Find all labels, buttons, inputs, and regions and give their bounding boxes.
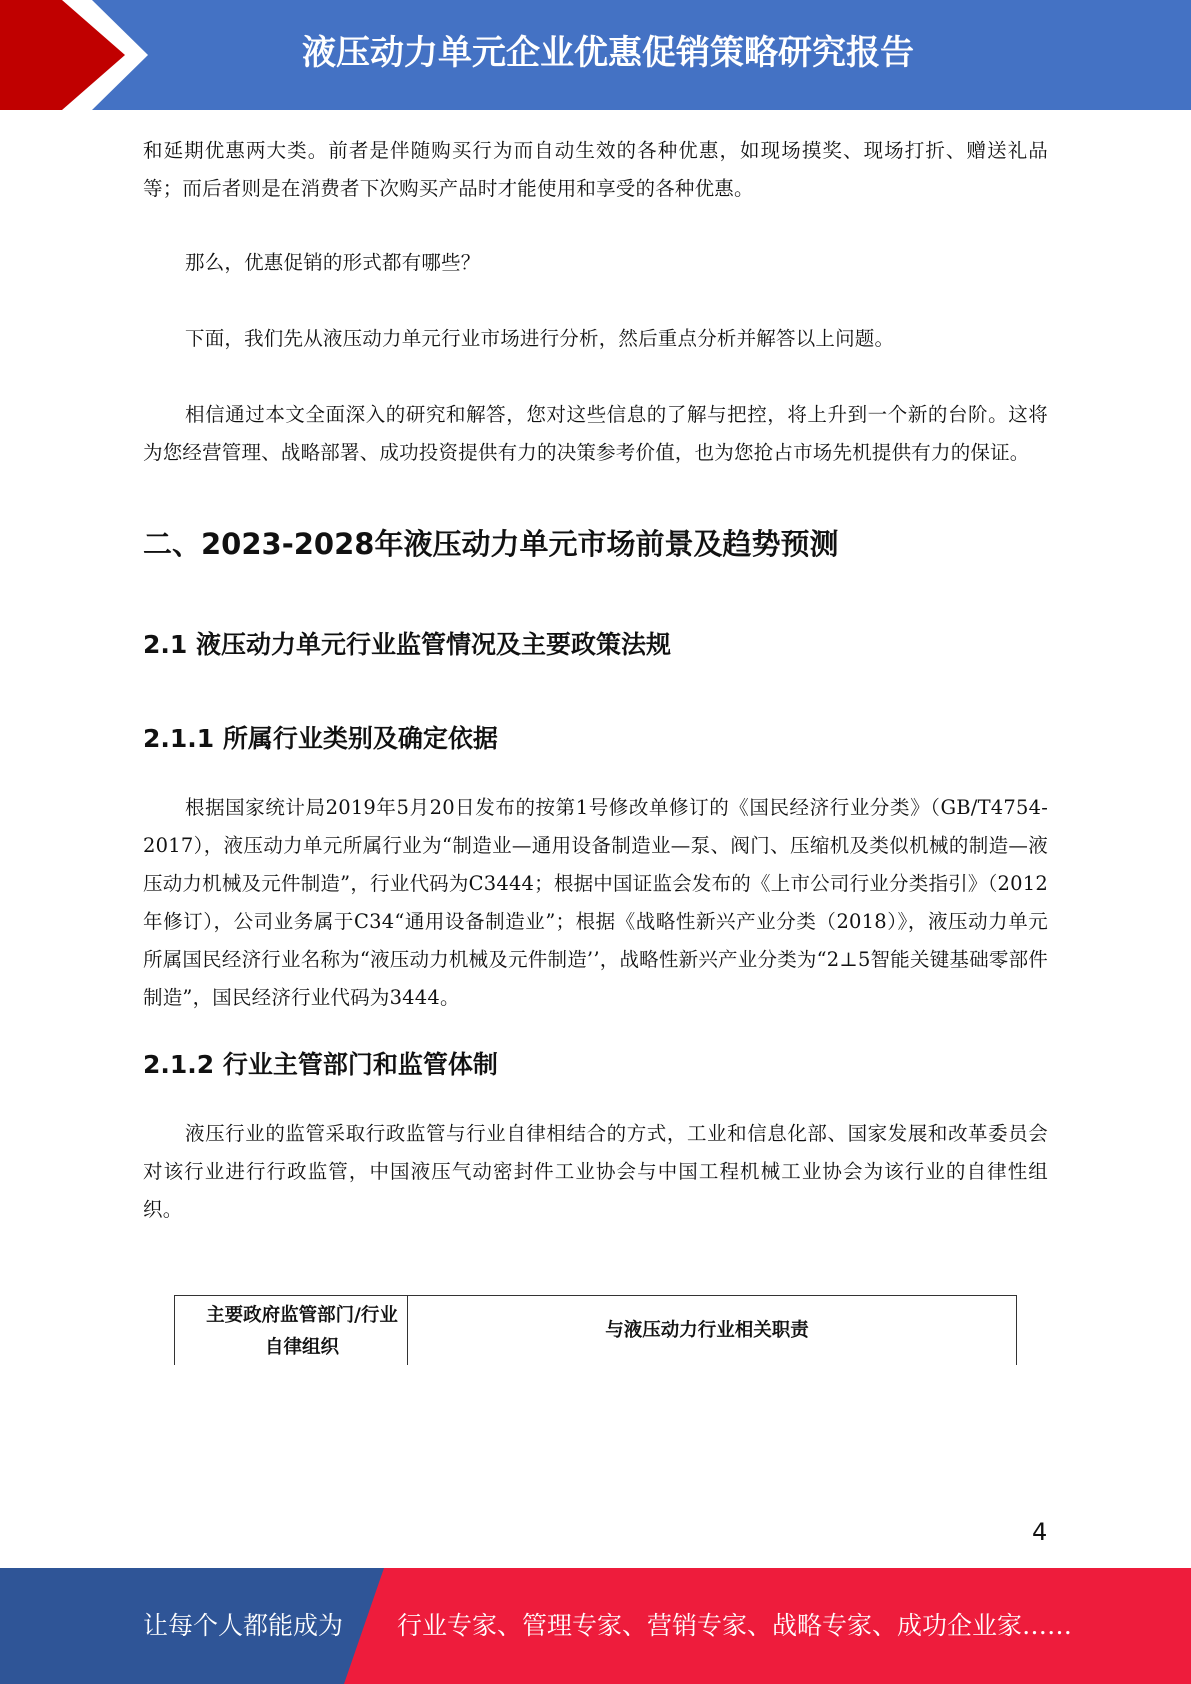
page-content xyxy=(143,132,1048,1229)
footer-slogan-left: 让每个人都能成为 xyxy=(143,1611,344,1640)
table-header-cell: 主要政府监管部门/行业自律组织 xyxy=(175,1296,408,1365)
paragraph: 下面，我们先从液压动力单元行业市场进行分析，然后重点分析并解答以上问题。 xyxy=(185,327,895,350)
subsubsection-heading: 2.1.1 所属行业类别及确定依据 xyxy=(143,724,498,753)
paragraph: 那么，优惠促销的形式都有哪些？ xyxy=(185,251,481,274)
paragraph: 和延期优惠两大类。前者是伴随购买行为而自动生效的各种优惠，如现场摸奖、现场打折、赠送礼品等；而后者则是在消费者下次购买产品时才能使用和享受的各种优惠。 xyxy=(143,139,1048,200)
paragraph: 相信通过本文全面深入的研究和解答，您对这些信息的了解与把控，将上升到一个新的台阶。这将为您经营管理、战略部署、成功投资提供有力的决策参考价值，也为您抢占市场先机提供有力的保证。 xyxy=(143,403,1048,464)
subsection-heading: 2.1 液压动力单元行业监管情况及主要政策法规 xyxy=(143,630,671,659)
footer-slogan-right: 行业专家、管理专家、营销专家、战略专家、成功企业家…… xyxy=(397,1611,1073,1640)
table-header-cell: 与液压动力行业相关职责 xyxy=(605,1320,809,1341)
report-header xyxy=(0,0,1191,110)
report-title: 液压动力单元企业优惠促销策略研究报告 xyxy=(302,33,914,73)
report-footer xyxy=(0,1568,1191,1684)
page-number: 4 xyxy=(1032,1518,1048,1546)
subsubsection-heading: 2.1.2 行业主管部门和监管体制 xyxy=(143,1050,498,1079)
section-heading: 二、2023-2028年液压动力单元市场前景及趋势预测 xyxy=(143,527,839,561)
paragraph: 液压行业的监管采取行政监管与行业自律相结合的方式，工业和信息化部、国家发展和改革委员会对该行业进行行政监管，中国液压气动密封件工业协会与中国工程机械工业协会为该行业的自律性组织。 xyxy=(143,1122,1048,1221)
regulators-table xyxy=(174,1295,1017,1365)
paragraph: 根据国家统计局2019年5月20日发布的按第1号修改单修订的《国民经济行业分类》（GB/T4754-2017），液压动力单元所属行业为“制造业—通用设备制造业—泵、阀门、压缩机及类似机械的制造—液压动力机械及元件制造”，行业代码为C3444；根据中国证监会发布的《上市公司行业分类指引》（2012年修订），公司业务属于C34“通用设备制造业”；根据《战略性新兴产业分类（2018）》，液压动力单元所属国民经济行业名称为“液压动力机械及元件制造’’，战略性新兴产业分类为“2⊥5智能关键基础零部件制造”，国民经济行业代码为3444。 xyxy=(143,796,1048,1009)
